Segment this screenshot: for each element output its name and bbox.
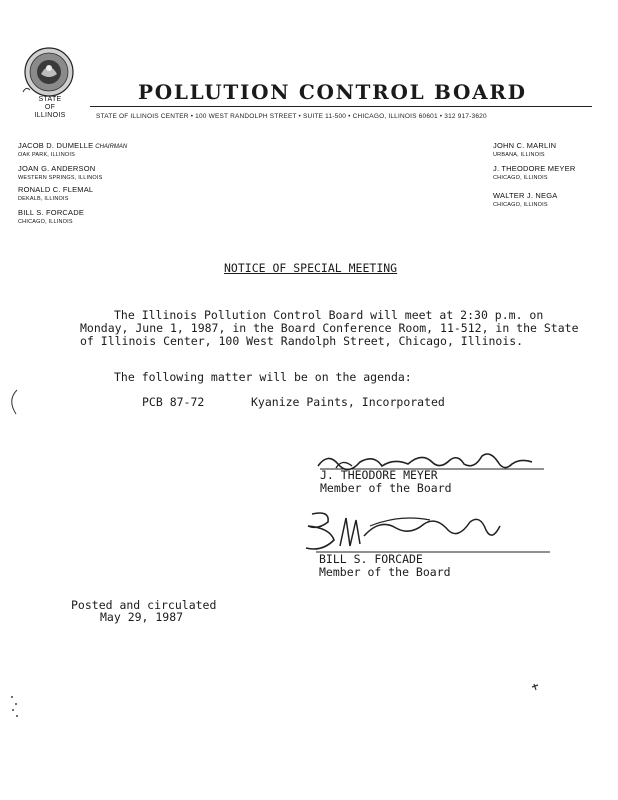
member-marlin: JOHN C. MARLIN URBANA, ILLINOIS [493, 141, 557, 158]
state-seal [20, 46, 78, 100]
member-nega: WALTER J. NEGA CHICAGO, ILLINOIS [493, 191, 558, 208]
board-address: STATE OF ILLINOIS CENTER • 100 WEST RANDOLPH STREET • SUITE 11-500 • CHICAGO, ILLINOIS 60601 • 312 917-3620 [96, 113, 487, 120]
scan-mark [4, 388, 20, 416]
posted-date: May 29, 1987 [100, 610, 184, 624]
member-dumelle: JACOB D. DUMELLE CHAIRMAN OAK PARK, ILLINOIS [18, 141, 128, 158]
letterhead-rule [90, 106, 592, 107]
meyer-name: J. THEODORE MEYER [320, 468, 438, 482]
member-meyer: J. THEODORE MEYER CHICAGO, ILLINOIS [493, 164, 576, 181]
notice-heading: NOTICE OF SPECIAL MEETING [224, 261, 398, 275]
agenda-party: Kyanize Paints, Incorporated [251, 395, 445, 409]
notice-paragraph: The Illinois Pollution Control Board will meet at 2:30 p.m. on Monday, June 1, 1987, in the Board Conference Room, 11-512, in the State of Illinois Center, 100 West Randolph Street, Chicago, Illinois. [80, 308, 579, 348]
agenda-case-number: PCB 87-72 [142, 395, 205, 409]
board-title: POLLUTION CONTROL BOARD [138, 80, 527, 104]
forcade-title: Member of the Board [319, 565, 451, 579]
agenda-intro: The following matter will be on the agenda: [114, 370, 412, 384]
meyer-title: Member of the Board [320, 481, 452, 495]
posted-label: Posted and circulated [71, 598, 217, 612]
forcade-signature [300, 506, 560, 558]
member-anderson: JOAN G. ANDERSON WESTERN SPRINGS, ILLINOIS [18, 164, 103, 181]
forcade-name: BILL S. FORCADE [319, 552, 423, 566]
member-flemal: RONALD C. FLEMAL DEKALB, ILLINOIS [18, 185, 94, 202]
scan-speck [530, 682, 540, 692]
member-forcade: BILL S. FORCADE CHICAGO, ILLINOIS [18, 208, 85, 225]
scan-speck [8, 694, 22, 720]
state-label: STATE OF ILLINOIS [34, 96, 66, 119]
